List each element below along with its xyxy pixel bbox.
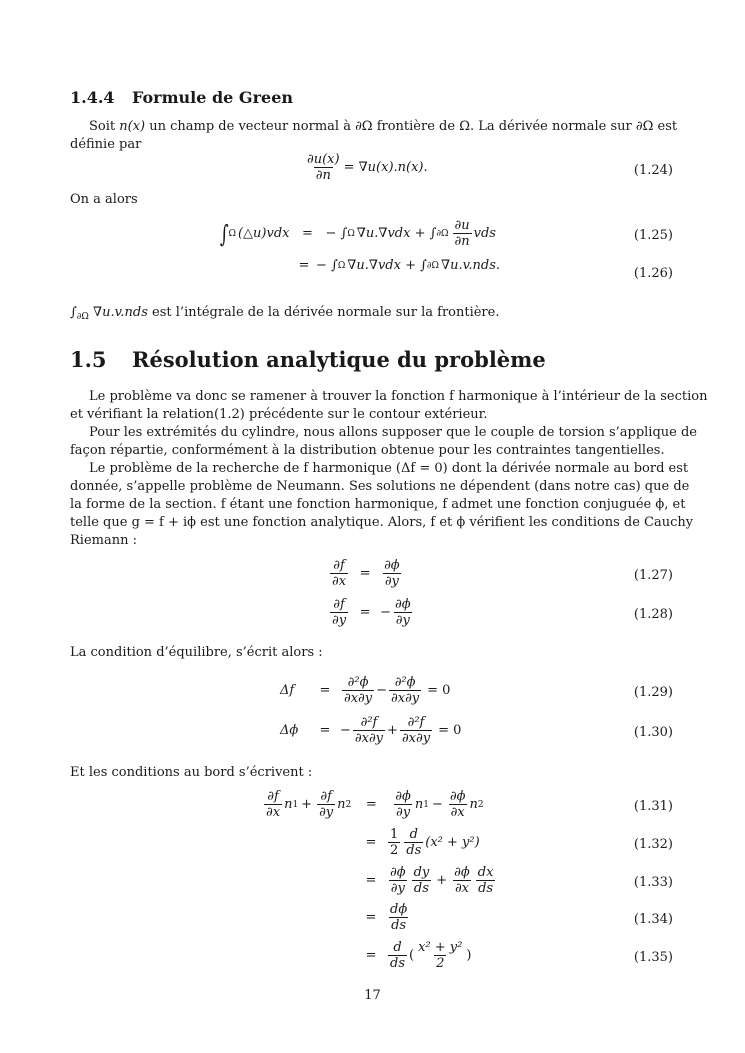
equation-1-35 <box>356 940 471 971</box>
numerator: x² + y² <box>418 940 463 955</box>
denominator: ∂x <box>266 805 281 820</box>
paragraph-line: telle que g = f + iϕ est une fonction analytique. Alors, f et ϕ vérifient les conditions de Cauchy <box>70 515 694 530</box>
denominator: 2 <box>436 956 445 971</box>
subsection-heading <box>70 88 293 107</box>
fraction <box>453 218 472 249</box>
subscript: ∂Ω <box>426 260 439 271</box>
relation: = <box>319 683 331 698</box>
denominator: ∂y <box>384 574 399 589</box>
equation-rhs: = ∇u(x).n(x). <box>343 160 428 175</box>
paragraph-line: Riemann : <box>70 533 137 548</box>
equation-1-30 <box>280 715 461 746</box>
numerator: ∂ϕ <box>449 789 466 804</box>
operator: − <box>380 605 391 620</box>
subscript: ∂Ω <box>76 312 89 322</box>
subscript: Ω <box>347 228 355 239</box>
equation-1-26 <box>292 258 500 273</box>
subscript: Ω <box>228 228 236 239</box>
equation-lhs: Δϕ <box>280 723 299 738</box>
equation-part: ∇u.∇vdx + ∫ <box>356 226 437 241</box>
equation-part: ∇u.v.nds. <box>441 258 501 273</box>
numerator: dx <box>477 865 494 880</box>
section-number: 1.5 <box>70 347 107 372</box>
relation: = <box>365 910 377 925</box>
equation-number: (1.35) <box>633 950 673 965</box>
paragraph-line: façon répartie, conformément à la distribution obtenue pour les contraintes tangentielles. <box>70 443 665 458</box>
subscript: 1 <box>292 799 299 810</box>
fraction <box>412 865 432 896</box>
equation-1-28 <box>328 597 415 628</box>
fraction <box>353 715 385 746</box>
paragraph-line: donnée, s’appelle problème de Neumann. Ses solutions ne dépendent (dans notre cas) que de <box>70 479 690 494</box>
numerator: dy <box>413 865 430 880</box>
equation-1-27 <box>328 558 404 589</box>
fraction <box>330 558 348 589</box>
equation-part: ∇u.∇vdx + ∫ <box>347 258 427 273</box>
equation-number: (1.26) <box>633 266 673 281</box>
numerator: ∂ϕ <box>395 789 411 804</box>
equation-1-29 <box>280 675 450 706</box>
fraction <box>305 152 342 183</box>
equation-number: (1.24) <box>633 163 673 178</box>
relation: = <box>359 566 371 581</box>
equation-lhs: Δf <box>280 683 295 698</box>
numerator: ∂²f <box>407 715 425 730</box>
denominator: ∂x <box>450 805 465 820</box>
denominator: ∂x <box>332 574 347 589</box>
numerator: d <box>409 827 418 842</box>
paragraph-line: définie par <box>70 137 142 152</box>
equation-number: (1.27) <box>633 568 673 583</box>
denominator: ∂y <box>319 805 334 820</box>
paragraph-line <box>89 119 678 135</box>
fraction <box>342 675 374 706</box>
equation-number: (1.32) <box>633 837 673 852</box>
page-number: 17 <box>364 988 381 1003</box>
fraction <box>264 789 282 820</box>
numerator: ∂f <box>333 558 345 573</box>
text-run: Soit <box>89 119 120 134</box>
relation: = <box>365 948 377 963</box>
numerator: ∂f <box>320 789 332 804</box>
numerator: ∂²ϕ <box>347 675 369 690</box>
equation-part: − ∫ <box>316 258 338 273</box>
equation-1-24 <box>303 152 428 183</box>
text-run: est l’intégrale de la dérivée normale sur la frontière. <box>147 305 500 320</box>
numerator: ∂²f <box>360 715 378 730</box>
numerator: ∂ϕ <box>394 597 411 612</box>
denominator: 2 <box>390 843 399 858</box>
equation-number: (1.25) <box>633 228 673 243</box>
fraction <box>388 940 407 971</box>
paragraph-line: On a alors <box>70 192 138 207</box>
relation: = <box>365 835 377 850</box>
paragraph-line: Le problème va donc se ramener à trouver la fonction f harmonique à l’intérieur de la section <box>89 389 708 404</box>
math-inline: ∇u.v.nds <box>88 305 148 320</box>
denominator: ∂x∂y <box>391 691 420 706</box>
paragraph-line <box>70 305 674 325</box>
numerator: 1 <box>390 827 399 842</box>
denominator: ∂n <box>315 168 331 183</box>
equation-1-33 <box>356 865 497 896</box>
subscript: ∂Ω <box>436 228 449 239</box>
fraction <box>476 865 496 896</box>
denominator: ∂x∂y <box>354 731 384 746</box>
numerator: ∂f <box>267 789 279 804</box>
paragraph-line: Et les conditions au bord s’écrivent : <box>70 765 313 780</box>
equation-part: = 0 <box>438 723 462 738</box>
fraction <box>330 597 348 628</box>
equation-number: (1.34) <box>633 912 673 927</box>
paragraph-line: Pour les extrémités du cylindre, nous allons supposer que le couple de torsion s’applique de <box>89 425 697 440</box>
paren: ( <box>409 948 415 963</box>
text-run: un champ de vecteur normal à ∂Ω frontière de Ω. La dérivée normale sur ∂Ω est <box>145 119 678 134</box>
section-title: Résolution analytique du problème <box>132 347 546 372</box>
equation-number: (1.29) <box>633 685 673 700</box>
denominator: ∂x∂y <box>344 691 373 706</box>
equation-number: (1.31) <box>633 799 673 814</box>
integral-sign: ∫ <box>219 219 229 248</box>
equation-number: (1.30) <box>633 725 673 740</box>
denominator: ∂y <box>395 613 410 628</box>
paragraph-line: La condition d’équilibre, s’écrit alors : <box>70 645 323 660</box>
equation-part: (x² + y²) <box>425 835 480 850</box>
equation-number: (1.28) <box>633 607 673 622</box>
denominator: ds <box>413 881 429 896</box>
fraction <box>452 865 472 896</box>
equation-1-32 <box>356 827 480 858</box>
integral-sign: ∫ <box>70 305 77 320</box>
relation: = <box>359 605 371 620</box>
denominator: ds <box>390 956 405 971</box>
fraction <box>416 940 464 971</box>
paren: ) <box>466 948 472 963</box>
relation: = <box>298 258 310 273</box>
numerator: ∂ϕ <box>454 865 470 880</box>
paragraph-line: Le problème de la recherche de f harmonique (Δf = 0) dont la dérivée normale au bord est <box>89 461 689 476</box>
fraction <box>382 558 402 589</box>
denominator: ds <box>406 843 422 858</box>
math-symbol: n <box>284 797 293 812</box>
fraction <box>388 827 400 858</box>
fraction <box>388 902 409 933</box>
equation-1-34 <box>356 902 411 933</box>
fraction <box>388 865 408 896</box>
numerator: d <box>393 940 402 955</box>
subsection-number: 1.4.4 <box>70 88 115 107</box>
subscript: 1 <box>423 799 429 810</box>
fraction <box>393 597 413 628</box>
operator: + <box>436 873 448 888</box>
operator: − <box>431 797 443 812</box>
equation-part: vds <box>473 226 496 241</box>
relation: = <box>302 226 313 241</box>
denominator: ds <box>391 918 407 933</box>
denominator: ∂x∂y <box>401 731 431 746</box>
subscript: 2 <box>345 799 352 810</box>
numerator: dϕ <box>390 902 408 917</box>
math-symbol: n <box>337 797 346 812</box>
numerator: ∂u(x) <box>307 152 340 167</box>
relation: = <box>319 723 331 738</box>
paragraph-line: la forme de la section. f étant une fonction harmonique, f admet une fonction conjuguée ϕ, et <box>70 497 686 512</box>
section-heading <box>70 347 546 372</box>
denominator: ∂x <box>454 881 469 896</box>
denominator: ∂y <box>396 805 411 820</box>
operator: + <box>301 797 313 812</box>
fraction <box>448 789 468 820</box>
subsection-title: Formule de Green <box>132 88 293 107</box>
denominator: ∂n <box>454 234 470 249</box>
equation-1-31 <box>262 789 484 820</box>
denominator: ds <box>478 881 494 896</box>
equation-number: (1.33) <box>633 875 673 890</box>
math-inline: n(x) <box>119 119 146 134</box>
fraction <box>404 827 423 858</box>
math-symbol: n <box>469 797 478 812</box>
denominator: ∂y <box>390 881 405 896</box>
equation-part: − ∫ <box>325 226 348 241</box>
fraction <box>400 715 432 746</box>
operator: + <box>387 723 398 738</box>
math-symbol: n <box>414 797 424 812</box>
relation: = <box>365 797 377 812</box>
numerator: ∂f <box>333 597 345 612</box>
operator: − <box>376 683 388 698</box>
equation-lhs: (△u)vdx <box>237 226 290 241</box>
numerator: ∂ϕ <box>390 865 406 880</box>
numerator: ∂u <box>454 218 470 233</box>
denominator: ∂y <box>332 613 347 628</box>
subscript: 2 <box>477 799 484 810</box>
subscript: Ω <box>337 260 346 271</box>
equation-part: = 0 <box>427 683 451 698</box>
fraction <box>317 789 335 820</box>
numerator: ∂ϕ <box>384 558 400 573</box>
paragraph-line: et vérifiant la relation(1.2) précédente sur le contour extérieur. <box>70 407 488 422</box>
equation-1-25 <box>218 218 496 249</box>
fraction <box>393 789 413 820</box>
numerator: ∂²ϕ <box>394 675 416 690</box>
operator: − <box>340 723 351 738</box>
fraction <box>389 675 421 706</box>
relation: = <box>365 873 377 888</box>
